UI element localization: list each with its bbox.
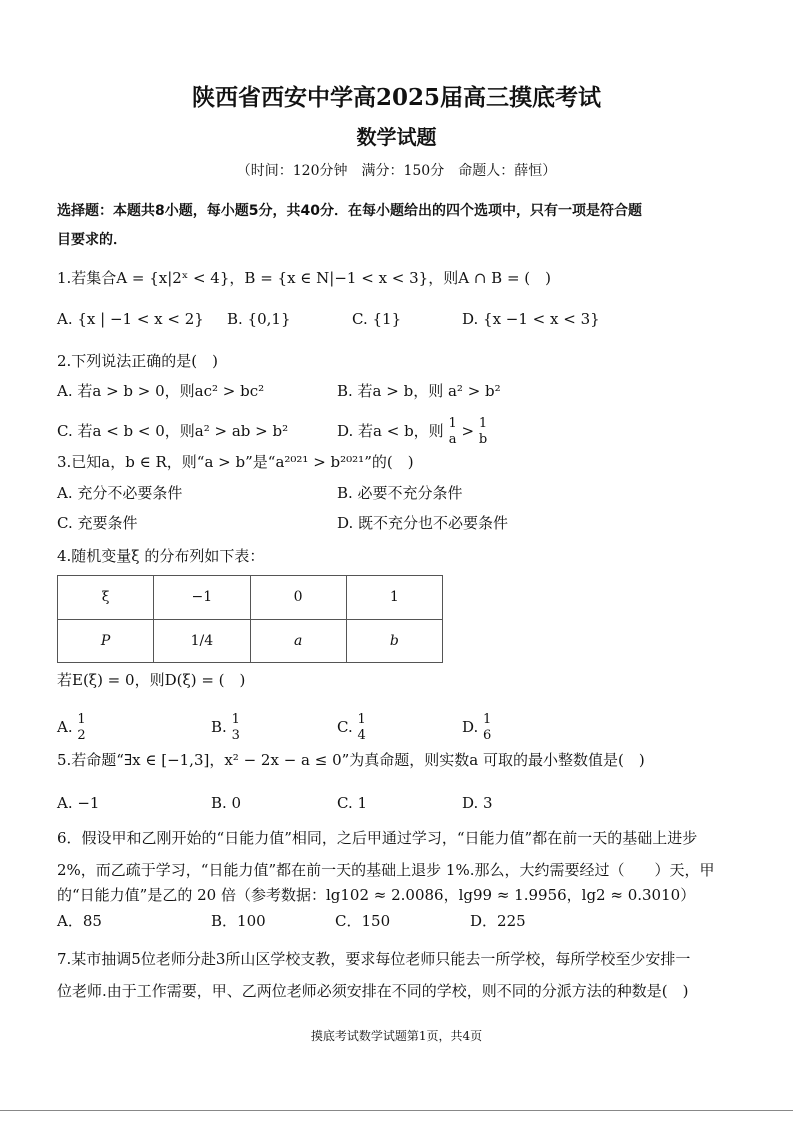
- exam-subtitle: 数学试题: [356, 125, 437, 149]
- q5-option-d: D. 3: [462, 794, 493, 812]
- q2-option-d: [337, 413, 487, 449]
- q7-stem-line1: 7.某市抽调5位老师分赴3所山区学校支教，要求每位老师只能去一所学校，每所学校至少安排一: [57, 950, 691, 968]
- numerator: 1: [231, 712, 240, 727]
- q5-stem: 5.若命题“∃x ∈ [−1,3]，x² − 2x − a ≤ 0”为真命题，则实数a 可取的最小整数值是( ): [57, 751, 645, 769]
- denominator: 6: [483, 728, 492, 743]
- q4-option-a: [57, 711, 86, 744]
- option-label: B.: [211, 718, 227, 736]
- table-cell: −1: [154, 576, 250, 620]
- table-cell: 1: [346, 576, 442, 620]
- fraction: [77, 712, 85, 744]
- q4-condition: 若E(ξ) = 0，则D(ξ) = ( ): [57, 671, 246, 689]
- denominator: 2: [77, 728, 86, 743]
- q4-stem: 4.随机变量ξ 的分布列如下表：: [57, 547, 265, 565]
- q5-option-a: A. −1: [57, 794, 100, 812]
- q6-stem-line3: 的“日能力值”是乙的 20 倍（参考数据：lg102 ≈ 2.0086，lg99 ≈ 1.9956，lg2 ≈ 0.3010）: [57, 886, 696, 904]
- page-footer: 摸底考试数学试题第1页，共4页: [310, 1029, 483, 1043]
- q2-option-c: C. 若a < b < 0，则a² > ab > b²: [57, 422, 289, 440]
- q4-option-d: [462, 711, 491, 744]
- q7-stem-line2: 位老师.由于工作需要，甲、乙两位老师必须安排在不同的学校，则不同的分派方法的种数是( ): [57, 982, 689, 1000]
- numerator: 1: [448, 416, 457, 431]
- q3-option-c: C. 充要条件: [57, 514, 138, 532]
- table-cell: ξ: [58, 576, 154, 620]
- denominator: a: [448, 432, 457, 447]
- fraction: [483, 712, 491, 744]
- fraction: [232, 712, 240, 744]
- denominator: b: [478, 432, 488, 447]
- exam-info: （时间：120分钟 满分：150分 命题人：薛恒）: [236, 163, 557, 179]
- q6-stem-line1: 6．假设甲和乙刚开始的“日能力值”相同，之后甲通过学习，“日能力值”都在前一天的基础上进步: [57, 829, 698, 847]
- q5-option-b: B. 0: [211, 794, 242, 812]
- q6-option-a: A．85: [57, 912, 102, 930]
- denominator: 4: [357, 728, 366, 743]
- section-instructions: 选择题：本题共8小题，每小题5分，共40分．在每小题给出的四个选项中，只有一项是符合题: [57, 203, 642, 219]
- table-row: [58, 576, 443, 620]
- table-cell: b: [346, 619, 442, 663]
- q2-option-d-text: D. 若a < b，则: [337, 422, 444, 440]
- q3-option-b: B. 必要不充分条件: [337, 484, 463, 502]
- q6-stem-line2: 2%，而乙疏于学习，“日能力值”都在前一天的基础上退步 1%.那么，大约需要经过（ ）天，甲: [57, 861, 715, 879]
- fraction: [479, 416, 487, 448]
- page-bottom-rule: [0, 1110, 793, 1111]
- fraction: [448, 416, 456, 448]
- q5-option-c: C. 1: [337, 794, 368, 812]
- q2-option-b: B. 若a > b，则 a² > b²: [337, 382, 501, 400]
- q3-option-d: D. 既不充分也不必要条件: [337, 514, 509, 532]
- numerator: 1: [77, 712, 86, 727]
- q1-option-a: A. {x | −1 < x < 2}: [57, 310, 204, 328]
- fraction: [358, 712, 366, 744]
- option-label: D.: [462, 718, 479, 736]
- q1-option-b: B. {0,1}: [227, 310, 291, 328]
- option-label: A.: [57, 718, 73, 736]
- q4-option-b: [211, 711, 240, 744]
- distribution-table: [57, 575, 443, 663]
- table-cell: 0: [250, 576, 346, 620]
- q4-option-c: [337, 711, 366, 744]
- section-instructions-cont: 目要求的．: [57, 232, 127, 248]
- q3-stem: 3.已知a，b ∈ R，则“a > b”是“a²⁰²¹ > b²⁰²¹”的( ): [57, 453, 414, 471]
- exam-title: 陕西省西安中学高2025届高三摸底考试: [191, 84, 601, 111]
- table-cell: 1/4: [154, 619, 250, 663]
- q1-option-c: C. {1}: [352, 310, 402, 328]
- table-cell: P: [58, 619, 154, 663]
- q6-option-d: D．225: [470, 912, 526, 930]
- numerator: 1: [483, 712, 492, 727]
- option-label: C.: [337, 718, 353, 736]
- numerator: 1: [357, 712, 366, 727]
- q3-option-a: A. 充分不必要条件: [57, 484, 183, 502]
- q6-option-c: C．150: [335, 912, 391, 930]
- table-row: [58, 619, 443, 663]
- numerator: 1: [478, 416, 488, 431]
- table-cell: a: [250, 619, 346, 663]
- q6-option-b: B．100: [211, 912, 266, 930]
- denominator: 3: [231, 728, 240, 743]
- gt-sign: >: [461, 422, 475, 440]
- q2-stem: 2.下列说法正确的是( ): [57, 352, 219, 370]
- q1-stem: 1.若集合A = {x|2ˣ < 4}，B = {x ∈ N|−1 < x < 3}，则A ∩ B = ( ): [57, 269, 551, 287]
- q1-option-d: D. {x −1 < x < 3}: [462, 310, 600, 328]
- q2-option-a: A. 若a > b > 0，则ac² > bc²: [57, 382, 265, 400]
